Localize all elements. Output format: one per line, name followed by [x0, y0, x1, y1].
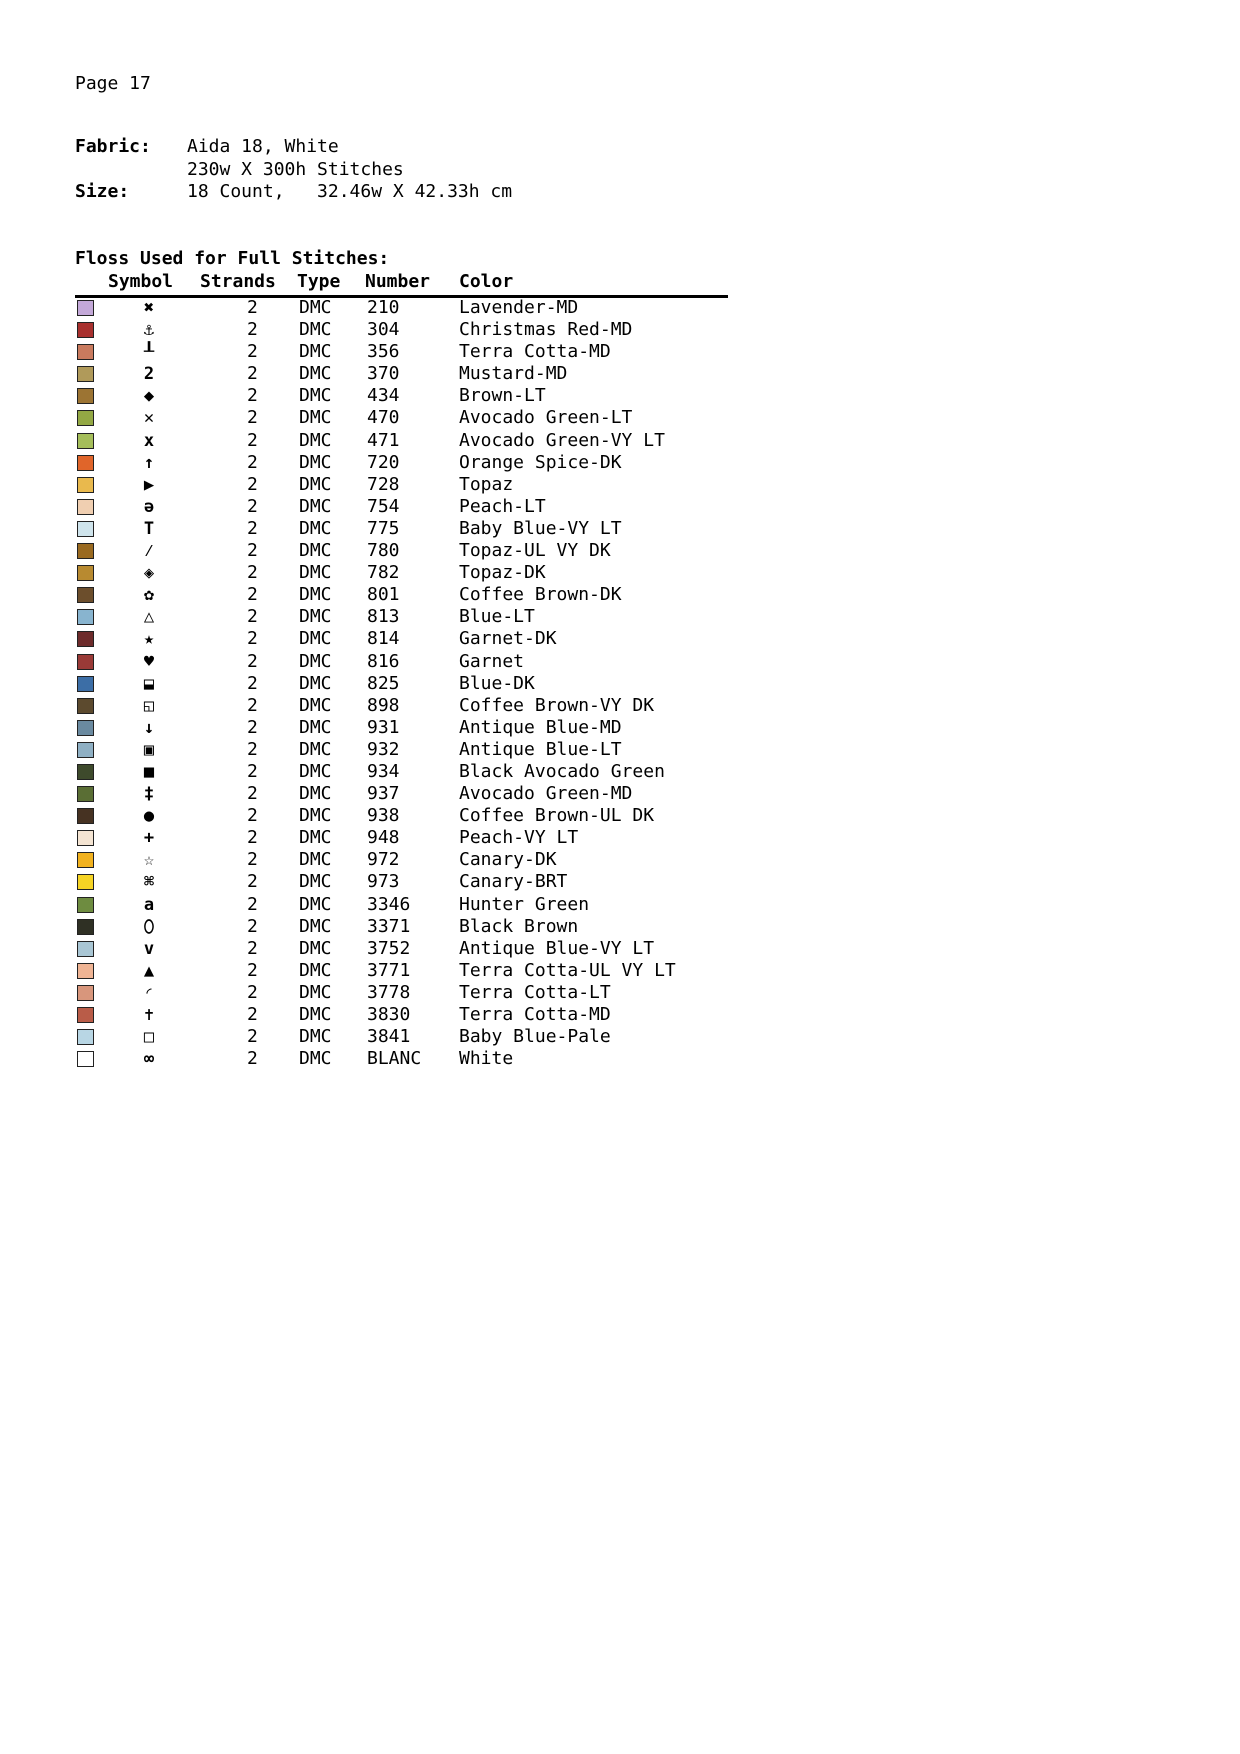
floss-color-name: Canary-DK — [459, 849, 557, 871]
floss-number: 3346 — [367, 893, 411, 915]
fabric-info — [75, 136, 512, 204]
floss-number: 3371 — [367, 915, 411, 937]
color-swatch — [77, 698, 94, 714]
floss-row — [75, 1048, 728, 1070]
strands-value: 2 — [247, 319, 258, 341]
strands-value: 2 — [247, 937, 258, 959]
strands-value: 2 — [247, 760, 258, 782]
color-swatch — [77, 1029, 94, 1045]
floss-number: 814 — [367, 628, 400, 650]
floss-number: 3778 — [367, 981, 411, 1003]
stitch-symbol-icon: ◱ — [143, 695, 155, 716]
floss-number: 210 — [367, 297, 400, 318]
fabric-stitches: 230w X 300h Stitches — [187, 158, 404, 180]
floss-type: DMC — [299, 981, 332, 1003]
floss-color-name: Topaz — [459, 473, 514, 495]
floss-color-name: Baby Blue-VY LT — [459, 517, 622, 539]
floss-color-name: Christmas Red-MD — [459, 319, 633, 341]
fabric-row — [75, 136, 512, 159]
color-swatch — [77, 1007, 94, 1023]
header-color: Color — [459, 271, 514, 292]
stitch-symbol-icon: ⬓ — [143, 673, 155, 694]
floss-type: DMC — [299, 893, 332, 915]
floss-row — [75, 1026, 728, 1048]
floss-row — [75, 319, 728, 341]
floss-type: DMC — [299, 871, 332, 893]
page-number: Page 17 — [75, 73, 151, 94]
floss-row — [75, 385, 728, 407]
floss-color-name: Garnet — [459, 650, 525, 672]
color-swatch — [77, 433, 94, 449]
strands-value: 2 — [247, 915, 258, 937]
floss-row — [75, 695, 728, 717]
color-swatch — [77, 742, 94, 758]
floss-row — [75, 938, 728, 960]
color-swatch — [77, 455, 94, 471]
strands-value: 2 — [247, 584, 258, 606]
color-swatch — [77, 388, 94, 404]
stitch-symbol-icon: ┸ — [143, 342, 155, 363]
floss-color-name: Garnet-DK — [459, 628, 557, 650]
stitch-symbol-icon: ▣ — [143, 739, 155, 760]
color-swatch — [77, 852, 94, 868]
floss-number: 973 — [367, 871, 400, 893]
floss-row — [75, 407, 728, 429]
color-swatch — [77, 963, 94, 979]
stitch-symbol-icon: ♥ — [143, 651, 155, 672]
size-row — [75, 181, 512, 204]
stitch-symbol-icon: v — [143, 938, 155, 959]
color-swatch — [77, 654, 94, 670]
floss-legend-title: Floss Used for Full Stitches: — [75, 248, 390, 269]
strands-value: 2 — [247, 363, 258, 385]
floss-type: DMC — [299, 915, 332, 937]
color-swatch — [77, 587, 94, 603]
fabric-label: Fabric: — [75, 136, 151, 157]
floss-number: 938 — [367, 805, 400, 827]
strands-value: 2 — [247, 562, 258, 584]
floss-color-name: Baby Blue-Pale — [459, 1026, 611, 1048]
floss-number: 728 — [367, 473, 400, 495]
floss-number: 801 — [367, 584, 400, 606]
floss-row — [75, 430, 728, 452]
color-swatch — [77, 565, 94, 581]
floss-type: DMC — [299, 805, 332, 827]
floss-number: 3841 — [367, 1026, 411, 1048]
stitch-symbol-icon: ☆ — [143, 850, 155, 871]
floss-color-name: Peach-VY LT — [459, 827, 579, 849]
strands-value: 2 — [247, 1026, 258, 1048]
floss-row — [75, 363, 728, 385]
stitch-symbol-icon: ■ — [143, 761, 155, 782]
floss-type: DMC — [299, 341, 332, 363]
floss-color-name: Coffee Brown-UL DK — [459, 805, 655, 827]
color-swatch — [77, 1051, 94, 1067]
strands-value: 2 — [247, 738, 258, 760]
color-swatch — [77, 410, 94, 426]
floss-type: DMC — [299, 584, 332, 606]
color-swatch — [77, 830, 94, 846]
floss-number: 3752 — [367, 937, 411, 959]
floss-type: DMC — [299, 540, 332, 562]
floss-row — [75, 783, 728, 805]
floss-number: 780 — [367, 540, 400, 562]
floss-number: 470 — [367, 407, 400, 429]
stitch-symbol-icon: ◈ — [143, 563, 155, 584]
color-swatch — [77, 499, 94, 515]
color-swatch — [77, 609, 94, 625]
floss-type: DMC — [299, 1048, 332, 1070]
floss-number: 304 — [367, 319, 400, 341]
floss-row — [75, 717, 728, 739]
floss-color-name: Terra Cotta-UL VY LT — [459, 959, 676, 981]
floss-number: 434 — [367, 385, 400, 407]
floss-row — [75, 452, 728, 474]
floss-color-name: White — [459, 1048, 514, 1070]
floss-number: 948 — [367, 827, 400, 849]
floss-row — [75, 849, 728, 871]
header-type: Type — [297, 271, 341, 292]
stitch-symbol-icon: ✕ — [143, 408, 155, 429]
color-swatch — [77, 322, 94, 338]
color-swatch — [77, 808, 94, 824]
strands-value: 2 — [247, 517, 258, 539]
floss-color-name: Avocado Green-LT — [459, 407, 633, 429]
strands-value: 2 — [247, 606, 258, 628]
floss-color-name: Blue-LT — [459, 606, 535, 628]
strands-value: 2 — [247, 473, 258, 495]
strands-value: 2 — [247, 871, 258, 893]
stitch-symbol-icon: ∞ — [143, 1049, 155, 1070]
floss-type: DMC — [299, 517, 332, 539]
color-swatch — [77, 941, 94, 957]
floss-color-name: Antique Blue-MD — [459, 716, 622, 738]
strands-value: 2 — [247, 827, 258, 849]
floss-color-name: Antique Blue-LT — [459, 738, 622, 760]
floss-color-name: Black Avocado Green — [459, 760, 665, 782]
floss-color-name: Hunter Green — [459, 893, 590, 915]
color-swatch — [77, 786, 94, 802]
stitch-symbol-icon: ↑ — [143, 452, 155, 473]
floss-number: 775 — [367, 517, 400, 539]
floss-row — [75, 894, 728, 916]
strands-value: 2 — [247, 385, 258, 407]
fabric-stitches-row — [75, 159, 512, 182]
stitch-symbol-icon: T — [143, 518, 155, 539]
floss-row — [75, 761, 728, 783]
size-label: Size: — [75, 181, 130, 202]
floss-type: DMC — [299, 783, 332, 805]
stitch-symbol-icon: ⬯ — [143, 916, 155, 937]
floss-color-name: Antique Blue-VY LT — [459, 937, 655, 959]
floss-color-name: Coffee Brown-DK — [459, 584, 622, 606]
color-swatch — [77, 631, 94, 647]
floss-number: 813 — [367, 606, 400, 628]
floss-row — [75, 673, 728, 695]
strands-value: 2 — [247, 540, 258, 562]
color-swatch — [77, 521, 94, 537]
floss-type: DMC — [299, 849, 332, 871]
floss-row — [75, 871, 728, 893]
floss-type: DMC — [299, 716, 332, 738]
floss-type: DMC — [299, 429, 332, 451]
floss-number: 931 — [367, 716, 400, 738]
strands-value: 2 — [247, 893, 258, 915]
floss-color-name: Terra Cotta-LT — [459, 981, 611, 1003]
floss-type: DMC — [299, 628, 332, 650]
floss-color-name: Blue-DK — [459, 672, 535, 694]
floss-type: DMC — [299, 827, 332, 849]
color-swatch — [77, 897, 94, 913]
floss-number: 825 — [367, 672, 400, 694]
floss-number: 898 — [367, 694, 400, 716]
floss-type: DMC — [299, 385, 332, 407]
floss-number: 972 — [367, 849, 400, 871]
strands-value: 2 — [247, 451, 258, 473]
floss-number: 3830 — [367, 1004, 411, 1025]
floss-number: 937 — [367, 783, 400, 805]
strands-value: 2 — [247, 805, 258, 827]
floss-type: DMC — [299, 1004, 332, 1025]
stitch-symbol-icon: △ — [143, 607, 155, 628]
floss-row — [75, 584, 728, 606]
strands-value: 2 — [247, 1048, 258, 1070]
floss-type: DMC — [299, 297, 332, 318]
color-swatch — [77, 985, 94, 1001]
floss-type: DMC — [299, 363, 332, 385]
floss-type: DMC — [299, 959, 332, 981]
floss-table-header — [75, 271, 728, 295]
strands-value: 2 — [247, 429, 258, 451]
color-swatch — [77, 543, 94, 559]
floss-type: DMC — [299, 1026, 332, 1048]
stitch-symbol-icon: ✖ — [143, 298, 155, 318]
floss-number: 816 — [367, 650, 400, 672]
floss-number: 754 — [367, 495, 400, 517]
floss-color-name: Topaz-UL VY DK — [459, 540, 611, 562]
floss-color-name: Avocado Green-MD — [459, 783, 633, 805]
floss-type: DMC — [299, 650, 332, 672]
color-swatch — [77, 366, 94, 382]
floss-color-name: Terra Cotta-MD — [459, 1004, 611, 1025]
floss-row — [75, 474, 728, 496]
floss-color-name: Brown-LT — [459, 385, 546, 407]
strands-value: 2 — [247, 1004, 258, 1025]
floss-row — [75, 562, 728, 584]
floss-type: DMC — [299, 407, 332, 429]
stitch-symbol-icon: ▲ — [143, 960, 155, 981]
floss-number: 370 — [367, 363, 400, 385]
strands-value: 2 — [247, 628, 258, 650]
floss-type: DMC — [299, 473, 332, 495]
floss-number: 356 — [367, 341, 400, 363]
floss-number: 932 — [367, 738, 400, 760]
floss-number: 3771 — [367, 959, 411, 981]
color-swatch — [77, 764, 94, 780]
stitch-symbol-icon: □ — [143, 1027, 155, 1048]
floss-type: DMC — [299, 694, 332, 716]
stitch-symbol-icon: ★ — [143, 629, 155, 650]
strands-value: 2 — [247, 672, 258, 694]
color-swatch — [77, 676, 94, 692]
floss-color-name: Mustard-MD — [459, 363, 568, 385]
floss-row — [75, 739, 728, 761]
floss-row — [75, 916, 728, 938]
color-swatch — [77, 300, 94, 316]
floss-type: DMC — [299, 738, 332, 760]
color-swatch — [77, 477, 94, 493]
stitch-symbol-icon: ◜ — [143, 982, 155, 1003]
strands-value: 2 — [247, 650, 258, 672]
floss-color-name: Lavender-MD — [459, 297, 579, 318]
floss-color-name: Terra Cotta-MD — [459, 341, 611, 363]
stitch-symbol-icon: ✿ — [143, 585, 155, 606]
floss-color-name: Peach-LT — [459, 495, 546, 517]
floss-row — [75, 628, 728, 650]
floss-number: 934 — [367, 760, 400, 782]
floss-row — [75, 540, 728, 562]
stitch-symbol-icon: ↓ — [143, 717, 155, 738]
strands-value: 2 — [247, 341, 258, 363]
strands-value: 2 — [247, 716, 258, 738]
floss-table-body — [75, 297, 728, 1070]
stitch-symbol-icon: ‡ — [143, 784, 155, 805]
floss-row — [75, 805, 728, 827]
floss-type: DMC — [299, 451, 332, 473]
strands-value: 2 — [247, 297, 258, 318]
stitch-symbol-icon: ✝ — [143, 1005, 155, 1025]
floss-number: 720 — [367, 451, 400, 473]
floss-row — [75, 341, 728, 363]
header-strands: Strands — [200, 271, 276, 292]
header-number: Number — [365, 271, 431, 292]
floss-type: DMC — [299, 562, 332, 584]
stitch-symbol-icon: x — [143, 430, 155, 451]
strands-value: 2 — [247, 407, 258, 429]
floss-row — [75, 982, 728, 1004]
strands-value: 2 — [247, 849, 258, 871]
floss-row — [75, 651, 728, 673]
strands-value: 2 — [247, 959, 258, 981]
floss-color-name: Canary-BRT — [459, 871, 568, 893]
floss-number: 471 — [367, 429, 400, 451]
floss-row — [75, 606, 728, 628]
color-swatch — [77, 344, 94, 360]
floss-row — [75, 827, 728, 849]
stitch-symbol-icon: ⚓ — [143, 320, 155, 341]
strands-value: 2 — [247, 783, 258, 805]
floss-color-name: Black Brown — [459, 915, 579, 937]
floss-number: 782 — [367, 562, 400, 584]
color-swatch — [77, 919, 94, 935]
stitch-symbol-icon: ⁄ — [143, 541, 155, 562]
floss-row — [75, 297, 728, 319]
floss-type: DMC — [299, 672, 332, 694]
floss-color-name: Avocado Green-VY LT — [459, 429, 665, 451]
strands-value: 2 — [247, 694, 258, 716]
floss-type: DMC — [299, 760, 332, 782]
floss-row — [75, 1004, 728, 1026]
floss-number: BLANC — [367, 1048, 422, 1070]
stitch-symbol-icon: + — [143, 828, 155, 849]
floss-color-name: Coffee Brown-VY DK — [459, 694, 655, 716]
floss-type: DMC — [299, 319, 332, 341]
color-swatch — [77, 720, 94, 736]
floss-type: DMC — [299, 606, 332, 628]
stitch-symbol-icon: 2 — [143, 364, 155, 385]
strands-value: 2 — [247, 981, 258, 1003]
floss-color-name: Topaz-DK — [459, 562, 546, 584]
fabric-value: Aida 18, White — [187, 136, 339, 157]
floss-row — [75, 496, 728, 518]
stitch-symbol-icon: ⌘ — [143, 872, 155, 893]
stitch-symbol-icon: ▶ — [143, 474, 155, 495]
stitch-symbol-icon: ə — [143, 496, 155, 517]
fabric-spacer — [75, 159, 187, 182]
floss-type: DMC — [299, 495, 332, 517]
floss-color-name: Orange Spice-DK — [459, 451, 622, 473]
strands-value: 2 — [247, 495, 258, 517]
floss-type: DMC — [299, 937, 332, 959]
header-symbol: Symbol — [108, 271, 174, 292]
size-value: 18 Count, 32.46w X 42.33h cm — [187, 181, 513, 202]
stitch-symbol-icon: ◆ — [143, 386, 155, 407]
color-swatch — [77, 874, 94, 890]
stitch-symbol-icon: ● — [143, 806, 155, 827]
floss-row — [75, 518, 728, 540]
floss-row — [75, 960, 728, 982]
stitch-symbol-icon: a — [143, 894, 155, 915]
